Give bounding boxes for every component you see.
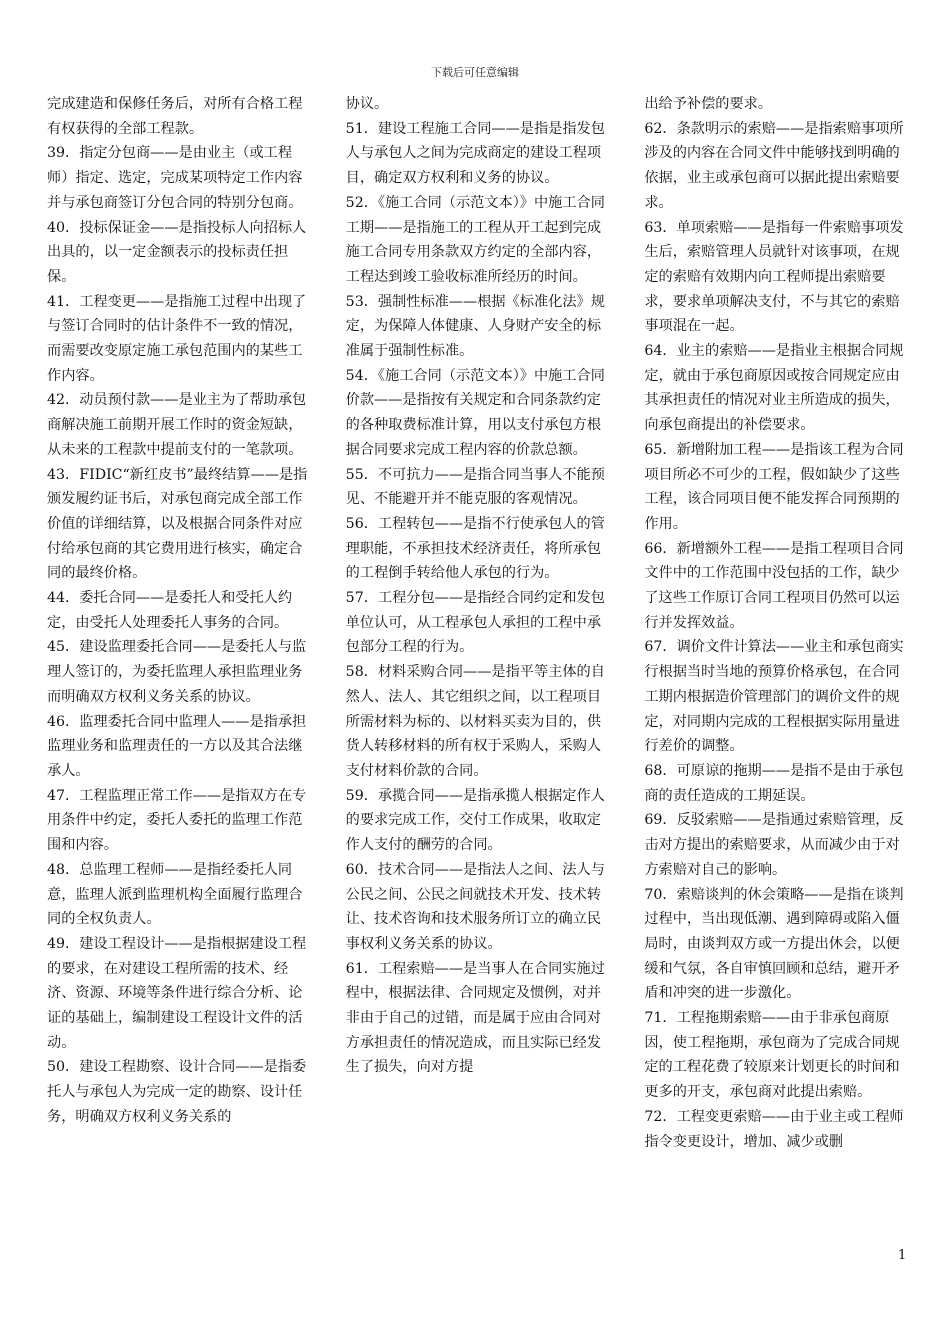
paragraph: 56．工程转包——是指不行使承包人的管理职能，不承担技术经济责任，将所承包的工程倒手转给他人承包的行为。 <box>345 515 605 582</box>
page-header: 下载后可任意编辑 <box>431 66 519 79</box>
paragraph: 72．工程变更索赔——由于业主或工程师指令变更设计，增加、减少或删 <box>644 1108 904 1150</box>
paragraph: 54．《施工合同（示范文本）》中施工合同价款——是指按有关规定和合同条款约定的各种取费标准计算，用以支付承包方根据合同要求完成工程内容的价款总额。 <box>345 367 605 458</box>
paragraph: 44．委托合同——是委托人和受托人约定，由受托人处理委托人事务的合同。 <box>47 590 293 631</box>
paragraph: 68．可原谅的拖期——是指不是由于承包商的责任造成的工期延误。 <box>644 762 904 804</box>
paragraph: 47．工程监理正常工作——是指双方在专用条件中约定，委托人委托的监理工作范围和内容。 <box>47 787 307 854</box>
paragraph: 63．单项索赔——是指每一件索赔事项发生后，索赔管理人员就针对该事项，在规定的索赔有效期内向工程师提出索赔要求，要求单项解决支付，不与其它的索赔事项混在一起。 <box>644 219 904 335</box>
paragraph: 67．调价文件计算法——业主和承包商实行根据当时当地的预算价格承包，在合同工期内根据造价管理部门的调价文件的规定，对同期内完成的工程根据实际用量进行差价的调整。 <box>644 639 904 755</box>
column-3 <box>644 92 907 1307</box>
paragraph: 55．不可抗力——是指合同当事人不能预见、不能避开并不能克服的客观情况。 <box>345 466 605 508</box>
paragraph: 45．建设监理委托合同——是委托人与监理人签订的，为委托监理人承担监理业务而明确双方权利义务关系的协议。 <box>47 639 307 705</box>
paragraph: 60．技术合同——是指法人之间、法人与公民之间、公民之间就技术开发、技术转让、技术咨询和技术服务所订立的确立民事权利义务关系的协议。 <box>345 861 605 952</box>
paragraph: 出给予补偿的要求。 <box>644 96 773 112</box>
paragraph: 70．索赔谈判的休会策略——是指在谈判过程中，当出现低潮、遇到障碍或陷入僵局时，由谈判双方或一方提出休会，以便缓和气氛，各自审慎回顾和总结，避开矛盾和冲突的进一步激化。 <box>644 886 904 1002</box>
paragraph: 协议。 <box>345 96 389 112</box>
paragraph: 42．动员预付款——是业主为了帮助承包商解决施工前期开展工作时的资金短缺，从未来的工程款中提前支付的一笔款项。 <box>47 392 307 458</box>
paragraph: 69．反驳索赔——是指通过索赔管理，反击对方提出的索赔要求，从而减少由于对方索赔对自己的影响。 <box>644 812 904 878</box>
paragraph: 46．监理委托合同中监理人——是指承担监理业务和监理责任的一方以及其合法继承人。 <box>47 713 307 779</box>
paragraph: 48．总监理工程师——是指经委托人同意，监理人派到监理机构全面履行监理合同的全权负责人。 <box>47 861 303 928</box>
paragraph: 39．指定分包商——是由业主（或工程师）指定、选定，完成某项特定工作内容并与承包商签订分包合同的特别分包商。 <box>47 145 303 211</box>
page-number: 1 <box>898 1248 907 1263</box>
paragraph: 65．新增附加工程——是指该工程为合同项目所必不可少的工程，假如缺少了这些工程，该合同项目便不能发挥合同预期的作用。 <box>644 441 904 532</box>
paragraph: 52．《施工合同（示范文本）》中施工合同工期——是指施工的工程从开工起到完成施工合同专用条款双方约定的全部内容，工程达到竣工验收标准所经历的时间。 <box>345 194 605 285</box>
column-1 <box>47 92 310 1307</box>
text-columns <box>47 92 907 1307</box>
paragraph: 57．工程分包——是指经合同约定和发包单位认可，从工程承包人承担的工程中承包部分工程的行为。 <box>345 590 605 656</box>
column-2 <box>346 92 609 1307</box>
paragraph: 51．建设工程施工合同——是指是指发包人与承包人之间为完成商定的建设工程项目，确定双方权利和义务的协议。 <box>345 120 605 187</box>
paragraph: 50．建设工程勘察、设计合同——是指委托人与承包人为完成一定的勘察、设计任务，明确双方权利义务关系的 <box>47 1059 307 1125</box>
paragraph: 58．材料采购合同——是指平等主体的自然人、法人、其它组织之间，以工程项目所需材料为标的、以材料买卖为目的，供货人转移材料的所有权于采购人，采购人支付材料价款的合同。 <box>345 664 605 779</box>
paragraph: 71．工程拖期索赔——由于非承包商原因，使工程拖期，承包商为了完成合同规定的工程花费了较原来计划更长的时间和更多的开支，承包商对此提出索赔。 <box>644 1010 900 1101</box>
paragraph: 59．承揽合同——是指承揽人根据定作人的要求完成工作，交付工作成果，收取定作人支付的酬劳的合同。 <box>345 787 605 854</box>
paragraph: 49．建设工程设计——是指根据建设工程的要求，在对建设工程所需的技术、经济、资源、环境等条件进行综合分析、论证的基础上，编制建设工程设计文件的活动。 <box>47 935 307 1051</box>
paragraph: 62．条款明示的索赔——是指索赔事项所涉及的内容在合同文件中能够找到明确的依据，业主或承包商可以据此提出索赔要求。 <box>644 120 904 211</box>
paragraph: 66．新增额外工程——是指工程项目合同文件中的工作范围中没包括的工作，缺少了这些工作原订合同工程项目仍然可以运行并发挥效益。 <box>644 540 904 631</box>
paragraph: 完成建造和保修任务后，对所有合格工程有权获得的全部工程款。 <box>47 96 303 137</box>
paragraph: 61．工程索赔——是当事人在合同实施过程中，根据法律、合同规定及惯例，对并非由于自己的过错，而是属于应由合同对方承担责任的情况造成，而且实际已经发生了损失，向对方提 <box>345 960 605 1076</box>
paragraph: 41．工程变更——是指施工过程中出现了与签订合同时的估计条件不一致的情况，而需要改变原定施工承包范围内的某些工作内容。 <box>47 293 307 384</box>
paragraph: 43．FIDIC“新红皮书”最终结算——是指颁发履约证书后，对承包商完成全部工作价值的详细结算，以及根据合同条件对应付给承包商的其它费用进行核实，确定合同的最终价格。 <box>47 466 308 582</box>
paragraph: 64．业主的索赔——是指业主根据合同规定，就由于承包商原因或按合同规定应由其承担责任的情况对业主所造成的损失，向承包商提出的补偿要求。 <box>644 343 904 434</box>
paragraph: 40．投标保证金——是指投标人向招标人出具的，以一定金额表示的投标责任担保。 <box>47 219 307 285</box>
paragraph: 53．强制性标准——根据《标准化法》规定，为保障人体健康、人身财产安全的标准属于强制性标准。 <box>345 293 605 360</box>
